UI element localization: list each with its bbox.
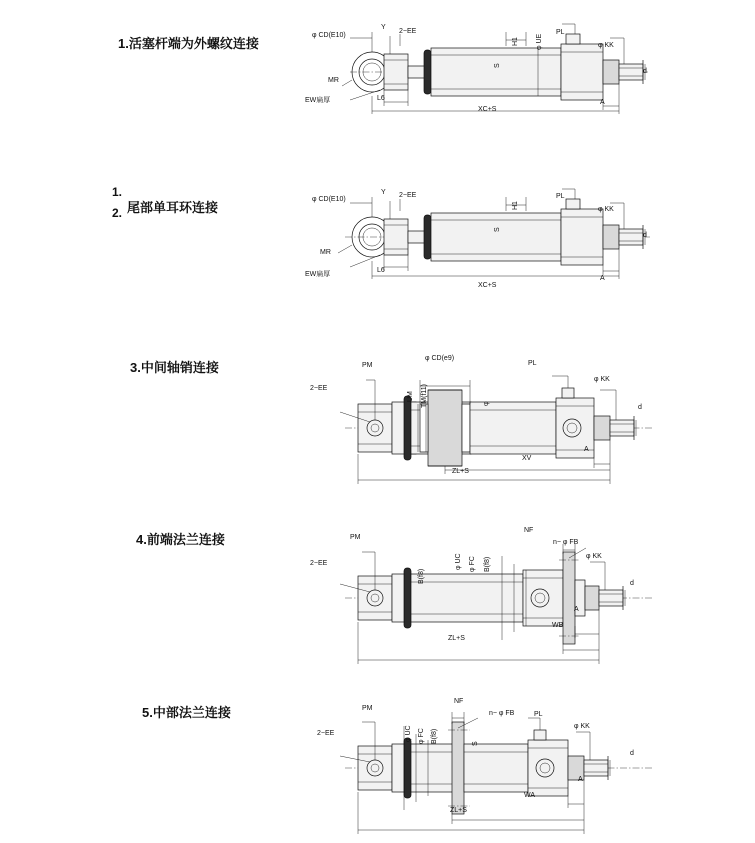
label-4-zls: ZL+S (448, 635, 465, 642)
label-1-xcs: XC+S (478, 106, 497, 113)
label-4-uc: φ UC (455, 553, 462, 570)
label-4-wb: WB (552, 622, 564, 629)
label-4-pm: PM (350, 534, 361, 541)
label-5-pl: PL (534, 711, 543, 718)
label-2-pl: PL (556, 193, 565, 200)
label-3-xv: XV (522, 455, 532, 462)
label-1-mr: MR (328, 77, 339, 84)
label-1-ew: EW扁厚 (305, 97, 331, 104)
section-2-prefix-1: 1. (112, 185, 123, 199)
label-1-kk: φ KK (598, 42, 614, 49)
label-5-s: S (472, 741, 479, 746)
label-3-um: UM (407, 391, 414, 402)
label-4-b: B(f8) (484, 556, 491, 572)
label-4-fb: n− φ FB (553, 539, 579, 546)
label-2-kk: φ KK (598, 206, 614, 213)
label-4-kk: φ KK (586, 553, 602, 560)
label-1-h1: H1 (512, 37, 519, 46)
label-5-b: B(f8) (431, 728, 438, 744)
label-4-d: d (630, 580, 634, 587)
label-2-s: S (494, 227, 501, 232)
label-2-xcs: XC+S (478, 282, 497, 289)
label-1-pl: PL (556, 29, 565, 36)
label-3-kk: φ KK (594, 376, 610, 383)
label-2-a: A (600, 275, 605, 282)
section-4-drawing (300, 530, 660, 670)
section-5-drawing (300, 700, 660, 840)
label-3-pl: PL (528, 360, 537, 367)
label-5-a: A (578, 776, 583, 783)
section-1-drawing (290, 10, 660, 130)
section-1-title: 1.活塞杆端为外螺纹连接 (118, 36, 259, 51)
label-3-zls: ZL+S (452, 468, 469, 475)
section-5 (0, 680, 755, 843)
label-1-y: Y (381, 24, 386, 31)
label-2-ew: EW扁厚 (305, 271, 331, 278)
label-5-wa: WA (524, 792, 536, 799)
section-4-title: 4.前端法兰连接 (136, 532, 225, 547)
label-2-cd: φ CD(E10) (312, 196, 346, 203)
label-3-tm: TM(f11) (421, 384, 428, 408)
section-2 (0, 170, 755, 330)
label-1-ue: φ UE (536, 33, 543, 50)
label-1-a: A (600, 99, 605, 106)
section-3 (0, 340, 755, 500)
label-5-kk: φ KK (574, 723, 590, 730)
label-3-ee: 2−EE (310, 385, 328, 392)
label-1-d: d (643, 68, 647, 75)
label-4-ee: 2−EE (310, 560, 328, 567)
label-4-nf: NF (524, 527, 534, 534)
label-2-l6: L6 (377, 267, 385, 274)
label-2-h1: H1 (512, 201, 519, 210)
label-5-uc: φ UC (405, 725, 412, 742)
label-3-pm: PM (362, 362, 373, 369)
label-5-nf: NF (454, 698, 464, 705)
label-5-pm: PM (362, 705, 373, 712)
label-5-zls: ZL+S (450, 807, 467, 814)
label-3-cd: φ CD(e9) (425, 355, 455, 362)
label-5-fc: φ FC (418, 728, 425, 744)
label-3-dia: φ (483, 401, 490, 406)
label-1-cd: φ CD(E10) (312, 32, 346, 39)
section-3-title: 3.中间轴销连接 (130, 360, 219, 375)
label-4-s: B(f8) (418, 568, 425, 584)
section-5-title: 5.中部法兰连接 (142, 705, 231, 720)
label-4-a: A (574, 606, 579, 613)
label-2-y: Y (381, 189, 386, 196)
label-4-fc: φ FC (469, 556, 476, 572)
label-5-d: d (630, 750, 634, 757)
label-1-s: S (494, 63, 501, 68)
label-2-d: d (643, 232, 647, 239)
label-1-ee: 2−EE (399, 28, 417, 35)
section-2-prefix-2: 2. (112, 206, 123, 220)
label-3-a: A (584, 446, 589, 453)
label-2-ee: 2−EE (399, 192, 417, 199)
label-5-ee: 2−EE (317, 730, 335, 737)
label-2-mr: MR (320, 249, 331, 256)
label-5-fb: n− φ FB (489, 710, 515, 717)
section-1 (0, 0, 755, 160)
section-4 (0, 510, 755, 680)
section-2-title: 尾部单耳环连接 (127, 200, 219, 215)
label-1-l6: L6 (377, 95, 385, 102)
label-3-d: d (638, 404, 642, 411)
